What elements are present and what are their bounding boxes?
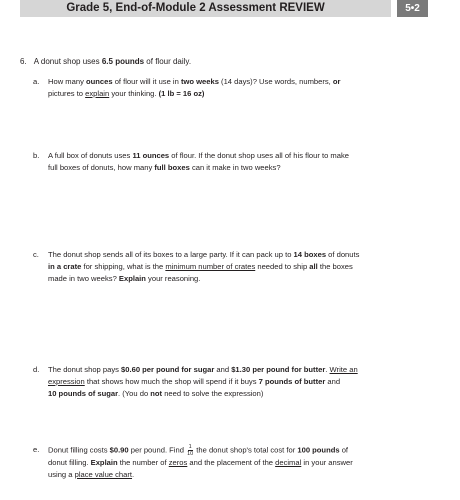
part-c-line-3: made in two weeks? Explain your reasoning. — [48, 274, 201, 283]
part-a-line-1: How many ounces of flour will it use in two weeks (14 days)? Use words, numbers, or — [48, 77, 341, 86]
part-b-line-2: full boxes of donuts, how many full boxes can it make in two weeks? — [48, 163, 281, 172]
part-a — [33, 76, 433, 100]
part-c — [33, 249, 433, 285]
intro-text-end: of flour daily. — [144, 57, 192, 66]
part-letter: a. — [33, 77, 40, 86]
question-number: 6. — [20, 57, 27, 66]
part-d-line-1: The donut shop pays $0.60 per pound for sugar and $1.30 per pound for butter. Write an — [48, 365, 358, 374]
part-c-line-1: The donut shop sends all of its boxes to a large party. If it can pack up to 14 boxes of donuts — [48, 250, 360, 259]
header-title: Grade 5, End-of-Module 2 Assessment REVIEW — [66, 2, 325, 14]
intro-bold: 6.5 pounds — [101, 57, 145, 66]
part-b — [33, 150, 433, 174]
page-header — [0, 0, 460, 18]
intro-text: A donut shop uses — [33, 57, 102, 66]
part-d-line-3: 10 pounds of sugar. (You do not need to solve the expression) — [48, 389, 264, 398]
part-e — [33, 444, 433, 481]
part-d — [33, 364, 433, 400]
module-badge: 5•2 — [397, 0, 428, 17]
part-b-line-1: A full box of donuts uses 11 ounces of flour. If the donut shop uses all of his flour to make — [48, 151, 349, 160]
part-letter: e. — [33, 445, 40, 454]
part-letter: b. — [33, 151, 40, 160]
part-d-line-2: expression that shows how much the shop will spend if it buys 7 pounds of butter and — [48, 377, 341, 386]
part-c-line-2: in a crate for shipping, what is the minimum number of crates needed to ship all the boxes — [48, 262, 353, 271]
part-letter: c. — [33, 250, 39, 259]
fraction-one-tenth: $\frac{1}{10}$ — [187, 444, 194, 457]
part-e-line-3: using a place value chart. — [48, 470, 135, 479]
question-intro — [20, 57, 191, 66]
part-e-line-1: Donut filling costs $0.90 per pound. Find $\frac{1}{10}$ the donut shop's total cost for 100 pounds of — [48, 444, 349, 457]
part-letter: d. — [33, 365, 40, 374]
part-e-line-2: donut filling. Explain the number of zeros and the placement of the decimal in your answer — [48, 458, 353, 467]
part-a-line-2: pictures to explain your thinking. (1 lb = 16 oz) — [48, 89, 205, 98]
